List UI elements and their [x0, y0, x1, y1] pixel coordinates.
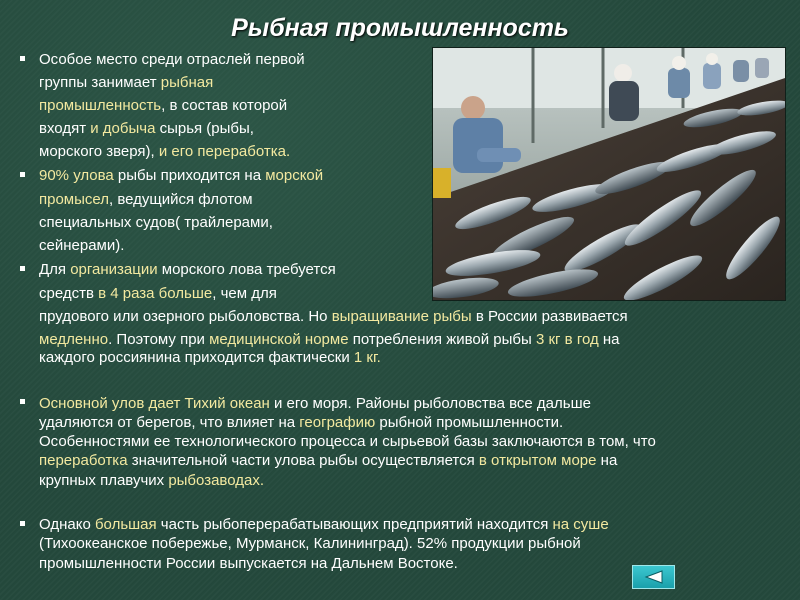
bullet-marker — [20, 399, 25, 404]
body-text: крупных плавучих — [39, 472, 169, 489]
body-text: на — [598, 331, 620, 348]
highlighted-text: морской — [265, 167, 324, 184]
bullet-marker — [20, 172, 25, 177]
highlighted-text: рыбная — [160, 74, 214, 91]
body-text: специальных судов( трайлерами, — [39, 214, 273, 231]
body-text: (Тихоокеанское побережье, Мурманск, Калининград). 52% продукции рыбной — [39, 535, 581, 552]
body-text: промышленности России выпускается на Дальнем Востоке. — [39, 555, 458, 572]
body-text: Для — [39, 261, 71, 278]
slide-title: Рыбная промышленность — [231, 14, 569, 42]
paragraph-line — [39, 48, 305, 71]
body-text: на — [596, 452, 618, 469]
triangle-left-icon — [644, 570, 664, 584]
back-nav-button[interactable] — [632, 565, 675, 589]
highlighted-text: и его переработка. — [158, 143, 291, 160]
paragraph-line — [39, 234, 124, 257]
paragraph-line — [39, 211, 273, 234]
body-text: потребления живой рыбы — [348, 331, 536, 348]
body-text: и его моря. Районы рыболовства все дальше — [269, 395, 591, 412]
paragraph-line — [39, 71, 213, 94]
highlighted-text: промысел — [39, 191, 109, 208]
body-text: , ведущийся флотом — [109, 191, 253, 208]
highlighted-text: промышленность — [39, 97, 162, 114]
highlighted-text: Основной улов дает Тихий океан — [39, 395, 270, 412]
paragraph-line — [39, 346, 381, 369]
body-text: Особое место среди отраслей первой — [39, 51, 305, 68]
highlighted-text: 1 кг. — [353, 349, 381, 366]
body-text: морского лова требуется — [157, 261, 336, 278]
body-text: . Поэтому при — [108, 331, 210, 348]
body-text: группы занимает — [39, 74, 161, 91]
bullet-marker — [20, 266, 25, 271]
body-text: рыбы приходится на — [113, 167, 266, 184]
body-text: сейнерами). — [39, 237, 125, 254]
body-text: каждого россиянина приходится фактически — [39, 349, 354, 366]
highlighted-text: выращивание рыбы — [331, 308, 472, 325]
paragraph-line — [39, 305, 628, 328]
highlighted-text: и добыча — [90, 120, 156, 137]
paragraph-line — [39, 140, 290, 163]
body-text: средств — [39, 285, 99, 302]
paragraph-line — [39, 552, 458, 575]
highlighted-text: медленно — [39, 331, 109, 348]
highlighted-text: медицинской норме — [209, 331, 349, 348]
body-text: в России развивается — [471, 308, 628, 325]
body-text: значительной части улова рыбы осуществляется — [127, 452, 479, 469]
highlighted-text: переработка — [39, 452, 128, 469]
body-text: , чем для — [212, 285, 277, 302]
body-text: удаляются от берегов, что влияет на — [39, 414, 300, 431]
highlighted-text: рыбозаводах. — [168, 472, 264, 489]
paragraph-line — [39, 164, 323, 187]
body-text: Особенностями ее технологического процесса и сырьевой базы заключаются в том, что — [39, 433, 656, 450]
bullet-marker — [20, 56, 25, 61]
highlighted-text: 3 кг в год — [535, 331, 599, 348]
body-text: часть рыбоперерабатывающих предприятий находится — [156, 516, 553, 533]
bullet-marker — [20, 521, 25, 526]
highlighted-text: на суше — [552, 516, 609, 533]
paragraph-line — [39, 188, 253, 211]
body-text: сырья (рыбы, — [155, 120, 254, 137]
body-text: морского зверя), — [39, 143, 159, 160]
highlighted-text: большая — [94, 516, 157, 533]
paragraph-line — [39, 258, 336, 281]
body-text: входят — [39, 120, 91, 137]
body-text: , в состав которой — [161, 97, 288, 114]
body-text: Однако — [39, 516, 95, 533]
paragraph-line — [39, 94, 287, 117]
highlighted-text: географию — [299, 414, 376, 431]
highlighted-text: в открытом море — [478, 452, 597, 469]
paragraph-line — [39, 282, 277, 305]
body-text: прудового или озерного рыболовства. Но — [39, 308, 332, 325]
highlighted-text: организации — [70, 261, 158, 278]
highlighted-text: 90% улова — [39, 167, 114, 184]
paragraph-line — [39, 469, 264, 492]
highlighted-text: в 4 раза больше — [98, 285, 213, 302]
body-text: рыбной промышленности. — [375, 414, 564, 431]
paragraph-line — [39, 117, 254, 140]
